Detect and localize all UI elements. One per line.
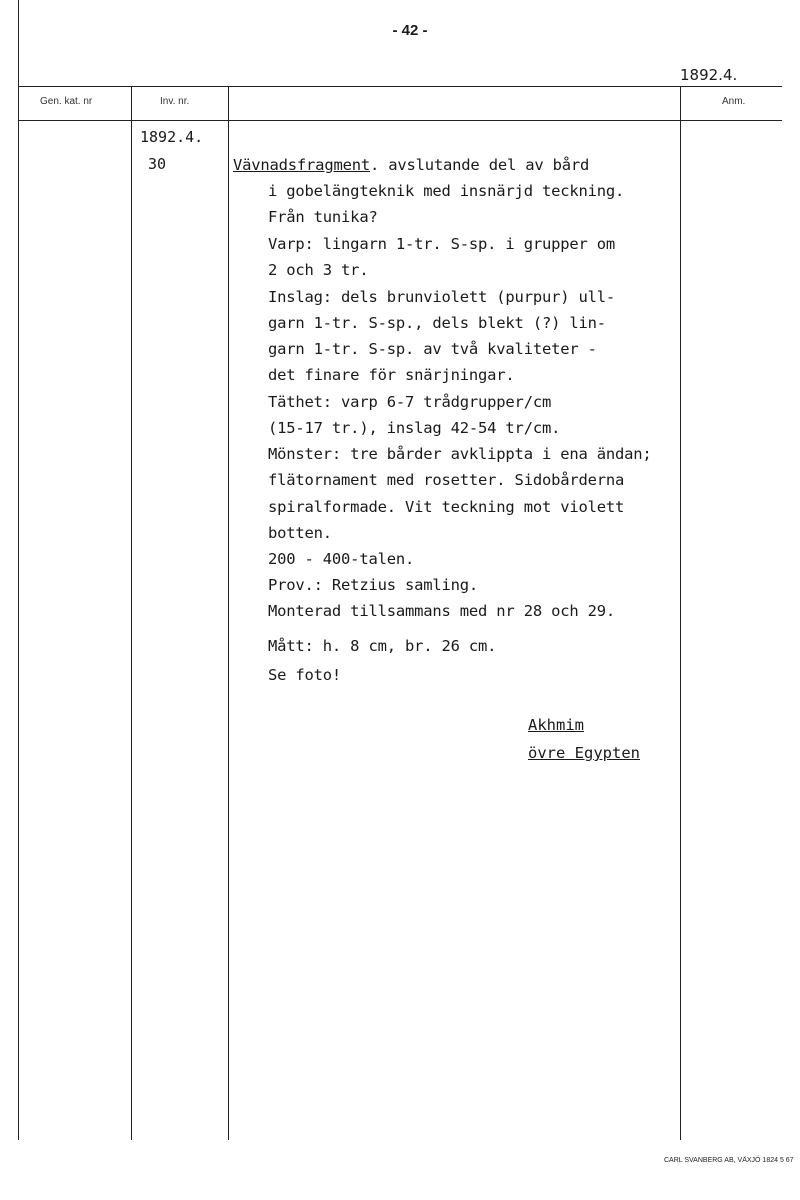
entry-line: Monterad tillsammans med nr 28 och 29. xyxy=(268,602,616,620)
entry-line: garn 1-tr. S-sp. av två kvaliteter - xyxy=(268,340,597,358)
entry-line: spiralformade. Vit teckning mot violett xyxy=(268,498,625,516)
anm-column-rule xyxy=(680,86,681,1140)
header-bottom-rule xyxy=(18,120,782,121)
card-id: 1892.4. xyxy=(680,66,738,84)
entry-line: flätornament med rosetter. Sidobårderna xyxy=(268,471,625,489)
inv-column-rule xyxy=(228,86,229,1140)
inv-number: 30 xyxy=(148,155,167,173)
entry-line: botten. xyxy=(268,524,332,542)
entry-line: 2 och 3 tr. xyxy=(268,261,369,279)
left-margin-rule xyxy=(18,0,19,1140)
entry-line: Från tunika? xyxy=(268,208,378,226)
page-number: - 42 - xyxy=(392,22,428,39)
inv-year: 1892.4. xyxy=(140,128,204,146)
entry-line: Mönster: tre bårder avklippta i ena ändan; xyxy=(268,445,652,463)
entry-line: det finare för snärjningar. xyxy=(268,366,515,384)
gen-kat-column-rule xyxy=(131,86,132,1140)
entry-line: Mått: h. 8 cm, br. 26 cm. xyxy=(268,637,497,655)
entry-line: Prov.: Retzius samling. xyxy=(268,576,479,594)
printer-mark: CARL SVANBERG AB, VÄXJÖ 1824 5 67 xyxy=(664,1157,794,1164)
inv-header: Inv. nr. xyxy=(160,96,190,107)
gen-kat-header: Gen. kat. nr xyxy=(40,96,93,107)
anm-header: Anm. xyxy=(722,96,746,107)
entry-title: Vävnadsfragment xyxy=(233,156,370,174)
find-region: övre Egypten xyxy=(528,744,640,762)
entry-title-rest: . avslutande del av bård xyxy=(369,156,590,174)
entry-line: Varp: lingarn 1-tr. S-sp. i grupper om xyxy=(268,235,616,253)
entry-line: Inslag: dels brunviolett (purpur) ull- xyxy=(268,288,616,306)
entry-line: (15-17 tr.), inslag 42-54 tr/cm. xyxy=(268,419,561,437)
entry-title-line xyxy=(233,156,589,174)
entry-line: 200 - 400-talen. xyxy=(268,550,415,568)
find-place: Akhmim xyxy=(528,716,584,734)
entry-line: i gobelängteknik med insnärjd teckning. xyxy=(268,182,625,200)
entry-line: Täthet: varp 6-7 trådgrupper/cm xyxy=(268,393,552,411)
entry-line: garn 1-tr. S-sp., dels blekt (?) lin- xyxy=(268,314,606,332)
entry-line: Se foto! xyxy=(268,666,342,684)
header-top-rule xyxy=(18,86,782,87)
